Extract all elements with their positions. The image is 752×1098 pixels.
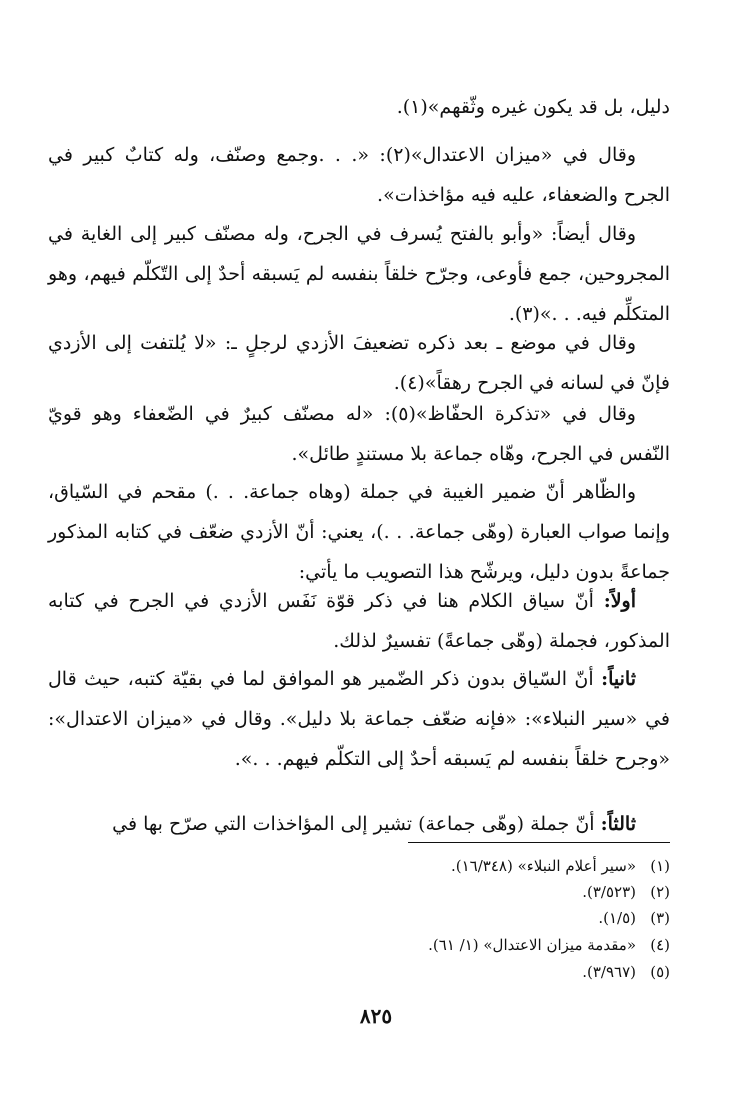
paragraph-6: [48, 472, 670, 592]
paragraph-6-text: والظّاهر أنّ ضمير الغيبة في جملة (وهاه جماعة. . .) مقحم في السّياق، وإنما صواب العبارة (وهّى جماعة. . .)، يعني: أنّ الأزدي ضعّف في كتابه المذكور جماعةً بدون دليل، ويرشّح هذا التصويب ما يأتي:: [48, 481, 670, 583]
footnote-number: (٥): [650, 963, 670, 981]
footnote-text: «سير أعلام النبلاء» (١٦/٣٤٨).: [451, 857, 636, 875]
footnote-2: [110, 882, 670, 902]
point-2-text: أنّ السّياق بدون ذكر الضّمير هو الموافق لما في بقيّة كتبه، حيث قال في «سير النبلاء»: «فإنه ضعّف جماعة بلا دليل». وقال في «ميزان الاعتدال»: «وجرح خلقاً بنفسه لم يَسبقه أحدٌ إلى التكلّم فيهم. . .».: [48, 668, 670, 770]
point-2-lead: ثانياً:: [601, 668, 636, 690]
paragraph-7: [48, 581, 670, 661]
footnote-3: [110, 908, 670, 928]
footnote-number: (٣): [650, 909, 670, 927]
paragraph-2-text: وقال في «ميزان الاعتدال»(٢): «. . .وجمع وصنّف، وله كتابٌ كبير في الجرح والضعفاء، عليه فيه مؤاخذات».: [48, 144, 670, 206]
paragraph-9: [48, 804, 670, 844]
footnote-text: (١/٥).: [598, 909, 636, 927]
point-3-text: أنّ جملة (وهّى جماعة) تشير إلى المؤاخذات التي صرّح بها في: [112, 813, 601, 835]
paragraph-1: [48, 87, 670, 127]
paragraph-8: [48, 659, 670, 779]
footnote-5: [110, 962, 670, 982]
paragraph-4: [48, 323, 670, 403]
footnote-number: (١): [650, 857, 670, 875]
footnote-number: (٢): [650, 883, 670, 901]
footnote-number: (٤): [650, 936, 670, 954]
footnote-divider: [408, 842, 670, 843]
paragraph-4-text: وقال في موضع ـ بعد ذكره تضعيفَ الأزدي لرجلٍ ـ: «لا يُلتفت إلى الأزدي فإنّ في لسانه في الجرح رهقاً»(٤).: [48, 332, 670, 394]
footnote-text: (٣/٥٢٣).: [582, 883, 636, 901]
paragraph-3-text: وقال أيضاً: «وأبو بالفتح يُسرف في الجرح، وله مصنّف كبير إلى الغاية في المجروحين، جمع فأوعى، وجرّح خلقاً بنفسه لم يَسبقه أحدٌ إلى التّكلّم فيهم، وهو المتكلِّم فيه. . .»(٣).: [48, 223, 670, 325]
page-number: ٨٢٥: [359, 1004, 393, 1028]
paragraph-1-text: دليل، بل قد يكون غيره وثّقهم»(١).: [396, 96, 670, 118]
paragraph-3: [48, 214, 670, 334]
point-3-lead: ثالثاً:: [600, 813, 636, 835]
footnote-text: «مقدمة ميزان الاعتدال» (١/ ٦١).: [428, 936, 636, 954]
point-1-text: أنّ سياق الكلام هنا في ذكر قوّة نَفَس الأزدي في الجرح في كتابه المذكور، فجملة (وهّى جماعةً) تفسيرٌ لذلك.: [48, 590, 670, 652]
footnote-4: [110, 935, 670, 955]
footnote-1: [110, 856, 670, 876]
paragraph-5: [48, 394, 670, 474]
paragraph-5-text: وقال في «تذكرة الحفّاظ»(٥): «له مصنّف كبيرٌ في الضّعفاء وهو قويّ النّفس في الجرح، وهّاه جماعة بلا مستندٍ طائل».: [48, 403, 670, 465]
paragraph-2: [48, 135, 670, 215]
footnote-text: (٣/٩٦٧).: [582, 963, 636, 981]
point-1-lead: أولاً:: [603, 590, 636, 612]
